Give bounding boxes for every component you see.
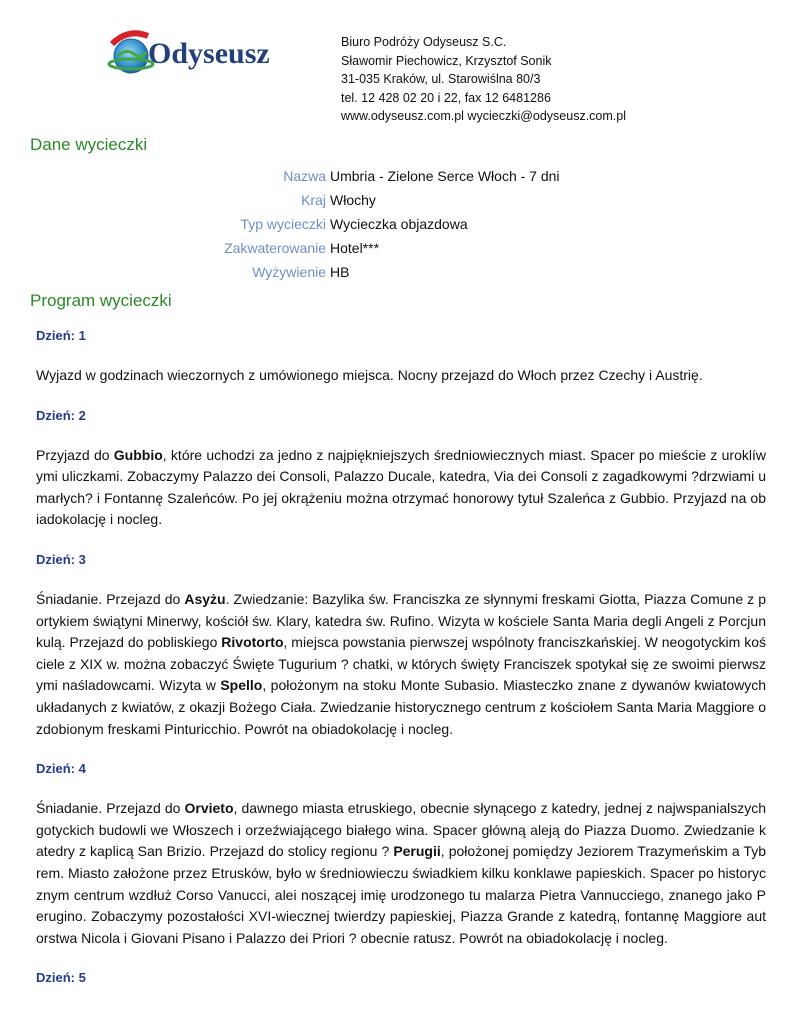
- place-name: Rivotorto: [221, 634, 284, 651]
- detail-row-country: [0, 188, 791, 212]
- detail-value: Włochy: [330, 192, 376, 208]
- place-name: Orvieto: [184, 800, 234, 817]
- day-text-fragment: . Zwiedzanie: Bazylika św. Franciszka ze słynnymi freskami Giotta, Piazza Comune z portykiem świątyni Minerwy, kościół św. Klary, katedra św. Rufino. Wizyta w kościele Santa Maria degli Angeli z Porcjunkulą. Przejazd do pobliskiego: [36, 590, 766, 651]
- company-street: 31-035 Kraków, ul. Starowiślna 80/3: [341, 72, 541, 87]
- company-phone: tel. 12 428 02 20 i 22, fax 12 6481286: [341, 90, 551, 105]
- day-description: [36, 798, 766, 949]
- place-name: Spello: [220, 677, 263, 694]
- program-title: Program wycieczki: [30, 291, 172, 310]
- detail-label: Nazwa: [283, 168, 326, 184]
- day-text-fragment: , które uchodzi za jedno z najpiękniejszych średniowiecznych miast. Spacer po mieście z uroklíwymi uliczkami. Zobaczymy Palazzo dei Consoli, Palazzo Ducale, katedra, Via dei Consoli z zagadkowymi ?drzwiami umarłych? i Fontannę Szaleńców. Po jej okrążeniu można otrzymać honorowy tytuł Szaleńca z Gubbio. Przyjazd na obiadokolację i nocleg.: [36, 446, 766, 528]
- place-name: Perugii: [393, 843, 441, 860]
- detail-label: Kraj: [301, 192, 326, 208]
- odyseusz-logo: [104, 26, 304, 78]
- detail-label: Wyżywienie: [252, 264, 326, 280]
- day-title: Dzień: 3: [36, 551, 86, 567]
- day-description: [36, 365, 766, 387]
- day-text-fragment: Śniadanie. Przejazd do: [36, 800, 185, 817]
- company-address: [341, 33, 626, 126]
- brand-wordmark: Odyseusz: [148, 37, 270, 70]
- detail-row-accommodation: [0, 236, 791, 260]
- day-title: Dzień: 4: [36, 761, 86, 777]
- detail-label: Typ wycieczki: [240, 216, 326, 232]
- day-text-fragment: , położonym na stoku Monte Subasio. Miasteczko znane z dywanów kwiatowych układanych z kwiatów, z okazji Bożego Ciała. Zwiedzanie historycznego centrum z kościołem Santa Maria Maggiore ozdobionym freskami Pinturicchio. Powrót na obiadokolację i nocleg.: [36, 677, 767, 737]
- page-header: [0, 0, 791, 130]
- day-text-fragment: , dawnego miasta etruskiego, obecnie słynącego z katedry, jednej z najwspanialszych gotyckich budowli we Włoszech i orzeźwiającego białego wina. Spacer główną aleją do Piazza Duomo. Zwiedzanie katedry z kaplicą San Brizio. Przejazd do stolicy regionu ?: [36, 800, 767, 860]
- detail-row-type: [0, 212, 791, 236]
- day-description: [36, 445, 766, 531]
- company-web-email: www.odyseusz.com.pl wycieczki@odyseusz.com.pl: [341, 109, 627, 124]
- day-text-fragment: Przyjazd do: [36, 446, 114, 463]
- day-title: Dzień: 2: [36, 407, 86, 423]
- company-owners: Sławomir Piechowicz, Krzysztof Sonik: [341, 53, 552, 68]
- day-text-fragment: , położonej pomiędzy Jeziorem Trazymeńskim a Tybrem. Miasto założone przez Etrusków, było w średniowieczu świadkiem kilku konklawe papieskich. Spacer po historycznym centrum wzdłuż Corso Vanucci, alei noszącej imię urodzonego tu malarza Pietra Vannucciego, znanego jako Perugino. Zobaczymy pozostałości XVI-wiecznej twierdzy papieskiej, Piazza Grande z katedrą, fontannę Maggiore autorstwa Nicola i Giovani Pisano i Palazzo dei Priori ? obecnie ratusz. Powrót na obiadokolację i nocleg.: [36, 843, 766, 946]
- company-name: Biuro Podróży Odyseusz S.C.: [341, 35, 507, 49]
- detail-value: Wycieczka objazdowa: [330, 216, 468, 232]
- detail-row-name: [0, 164, 791, 188]
- detail-value: HB: [330, 264, 350, 280]
- detail-label: Zakwaterowanie: [224, 240, 326, 256]
- day-title: Dzień: 5: [36, 970, 86, 986]
- trip-details: [0, 164, 791, 284]
- place-name: Gubbio: [113, 446, 163, 463]
- program-days: [36, 328, 766, 1007]
- place-name: Asyżu: [184, 590, 226, 607]
- detail-value: Hotel***: [330, 240, 380, 256]
- day-text-fragment: , miejsca powstania pierwszej wspólnoty franciszkańskiej. W neogotyckim kościele z XIX w. można zobaczyć Święte Tugurium ? chatki, w których święty Franciszek spotykał się ze swoimi pierwszymi naśladowcami. Wizyta w: [36, 634, 766, 694]
- day-text-fragment: Śniadanie. Przejazd do: [36, 590, 185, 607]
- detail-row-board: [0, 260, 791, 284]
- day-title: Dzień: 1: [36, 328, 86, 343]
- day-text-fragment: Wyjazd w godzinach wieczornych z umówionego miejsca. Nocny przejazd do Włoch przez Czechy i Austrię.: [36, 367, 703, 383]
- day-description: [36, 589, 766, 740]
- detail-value: Umbria - Zielone Serce Włoch - 7 dni: [330, 168, 560, 184]
- trip-details-title: Dane wycieczki: [30, 135, 148, 154]
